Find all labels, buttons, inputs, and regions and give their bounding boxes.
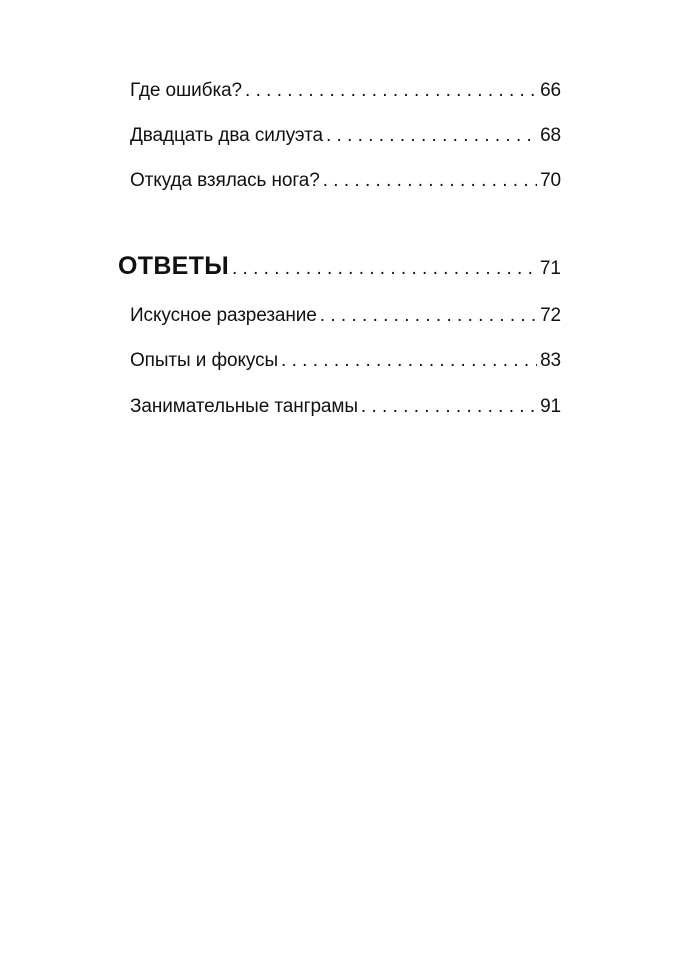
toc-section-title: ОТВЕТЫ xyxy=(118,252,229,280)
toc-entry-page: 70 xyxy=(540,170,561,191)
toc-entry[interactable] xyxy=(130,80,561,102)
toc-leader-dots xyxy=(232,258,537,280)
toc-entry-title: Двадцать два силуэта xyxy=(130,125,323,146)
toc-leader-dots xyxy=(323,170,537,192)
toc-entry-title: Занимательные танграмы xyxy=(130,396,358,417)
toc-leader-dots xyxy=(320,305,537,327)
toc-section-page: 71 xyxy=(539,258,561,279)
toc-entry-page: 66 xyxy=(540,80,561,101)
toc-leader-dots xyxy=(326,125,537,147)
toc-entry[interactable] xyxy=(130,396,561,418)
toc-leader-dots xyxy=(361,396,537,418)
toc-entry[interactable] xyxy=(130,170,561,192)
toc-leader-dots xyxy=(281,350,537,372)
toc-entry-page: 91 xyxy=(540,396,561,417)
toc-entry-page: 83 xyxy=(540,350,561,371)
toc-entry-page: 72 xyxy=(540,305,561,326)
toc-entry-title: Где ошибка? xyxy=(130,80,243,101)
toc-entry-title: Опыты и фокусы xyxy=(130,350,279,371)
toc-entry-page: 68 xyxy=(540,125,561,146)
toc-leader-dots xyxy=(245,80,537,102)
toc-entry[interactable] xyxy=(130,125,561,147)
toc-entry[interactable] xyxy=(130,350,561,372)
toc-entry-title: Откуда взялась нога? xyxy=(130,170,320,191)
toc-entry[interactable] xyxy=(130,305,561,327)
toc-section-answers[interactable] xyxy=(118,252,561,281)
toc-entry-title: Искусное разрезание xyxy=(130,305,317,326)
